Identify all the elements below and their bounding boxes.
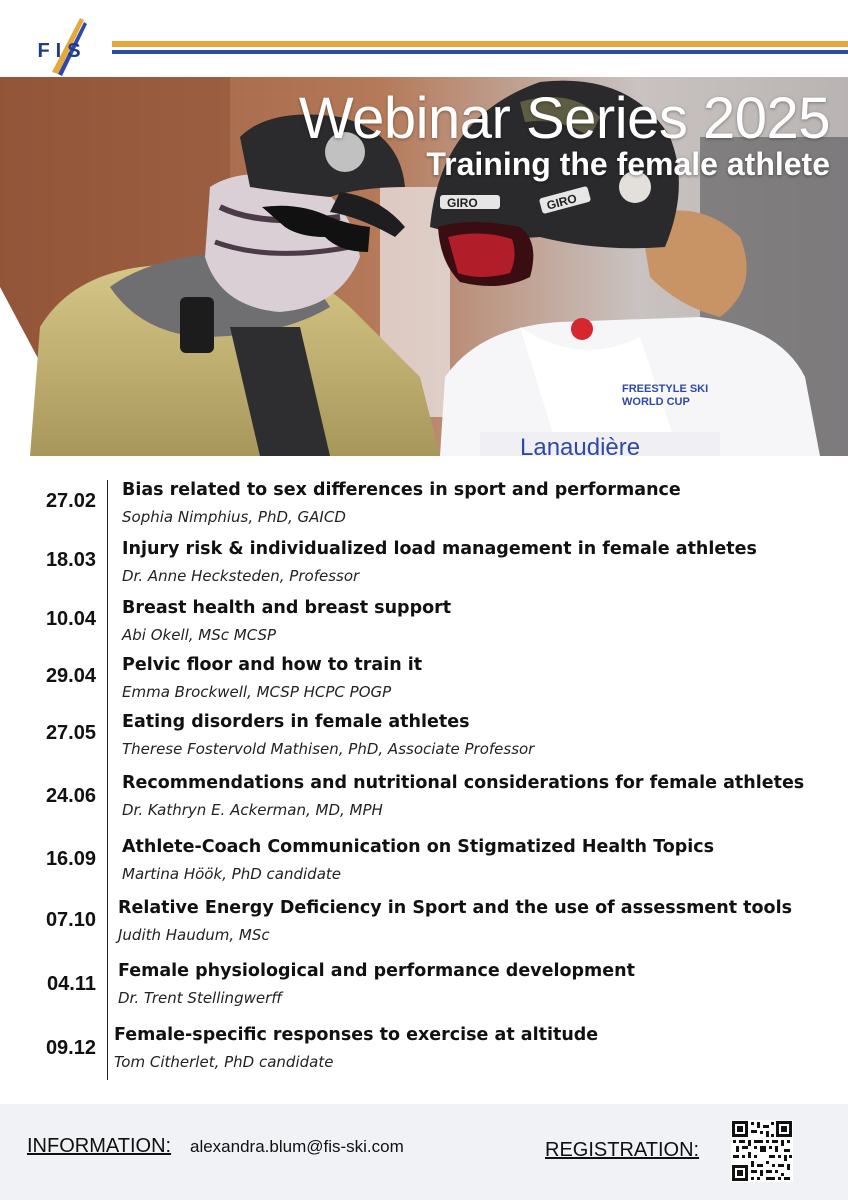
session-speaker: Emma Brockwell, MCSP HCPC POGP bbox=[122, 683, 392, 701]
session-title: Eating disorders in female athletes bbox=[122, 712, 470, 732]
session-title: Breast health and breast support bbox=[122, 598, 452, 618]
webinar-schedule bbox=[0, 468, 848, 1084]
information-label: INFORMATION: bbox=[27, 1135, 172, 1157]
svg-text:FREESTYLE SKI: FREESTYLE SKI bbox=[622, 383, 709, 395]
svg-text:WORLD CUP: WORLD CUP bbox=[622, 396, 690, 408]
hero-banner bbox=[0, 77, 848, 456]
session-speaker: Judith Haudum, MSc bbox=[118, 926, 270, 944]
session-speaker: Abi Okell, MSc MCSP bbox=[122, 626, 277, 644]
fis-logo bbox=[22, 14, 102, 76]
session-date: 27.05 bbox=[45, 722, 96, 744]
svg-text:GIRO: GIRO bbox=[545, 191, 579, 213]
session-date: 04.11 bbox=[47, 973, 96, 995]
session-speaker: Therese Fostervold Mathisen, PhD, Associate Professor bbox=[122, 740, 535, 758]
contact-email-link[interactable]: alexandra.blum@fis-ski.com bbox=[190, 1137, 404, 1156]
session-date: 18.03 bbox=[45, 549, 96, 571]
svg-text:GIRO: GIRO bbox=[447, 196, 478, 210]
session-speaker: Dr. Anne Hecksteden, Professor bbox=[122, 567, 360, 585]
page-subtitle: Training the female athlete bbox=[426, 146, 830, 182]
fis-logo-text: FIS bbox=[37, 40, 87, 62]
session-speaker: Sophia Nimphius, PhD, GAICD bbox=[122, 508, 346, 526]
session-date: 10.04 bbox=[45, 608, 96, 630]
session-title: Pelvic floor and how to train it bbox=[122, 655, 423, 675]
header-stripes bbox=[112, 41, 848, 54]
session-date: 27.02 bbox=[45, 490, 96, 512]
session-speaker: Tom Citherlet, PhD candidate bbox=[114, 1053, 334, 1071]
session-title: Injury risk & individualized load management in female athletes bbox=[122, 539, 757, 559]
session-title: Relative Energy Deficiency in Sport and the use of assessment tools bbox=[118, 898, 792, 918]
session-date: 24.06 bbox=[45, 785, 96, 807]
registration-qr-code-icon[interactable] bbox=[731, 1120, 793, 1182]
session-title: Recommendations and nutritional considerations for female athletes bbox=[122, 773, 805, 793]
session-title: Bias related to sex differences in sport and performance bbox=[122, 480, 681, 500]
session-title: Athlete-Coach Communication on Stigmatized Health Topics bbox=[122, 837, 715, 857]
session-speaker: Martina Höök, PhD candidate bbox=[122, 865, 342, 883]
schedule-divider bbox=[107, 480, 108, 1080]
session-title: Female physiological and performance development bbox=[118, 961, 635, 981]
footer bbox=[0, 1104, 848, 1200]
page-title: Webinar Series 2025 bbox=[298, 86, 830, 151]
session-date: 29.04 bbox=[45, 665, 96, 687]
session-speaker: Dr. Kathryn E. Ackerman, MD, MPH bbox=[122, 801, 383, 819]
session-date: 09.12 bbox=[45, 1037, 96, 1059]
registration-label: REGISTRATION: bbox=[545, 1139, 700, 1161]
session-speaker: Dr. Trent Stellingwerff bbox=[118, 989, 283, 1007]
session-date: 07.10 bbox=[45, 909, 96, 931]
blue-stripe bbox=[112, 50, 848, 54]
session-title: Female-specific responses to exercise at altitude bbox=[114, 1025, 599, 1045]
gold-stripe bbox=[112, 41, 848, 47]
session-date: 16.09 bbox=[45, 848, 96, 870]
svg-text:Lanaudière: Lanaudière bbox=[520, 434, 641, 456]
